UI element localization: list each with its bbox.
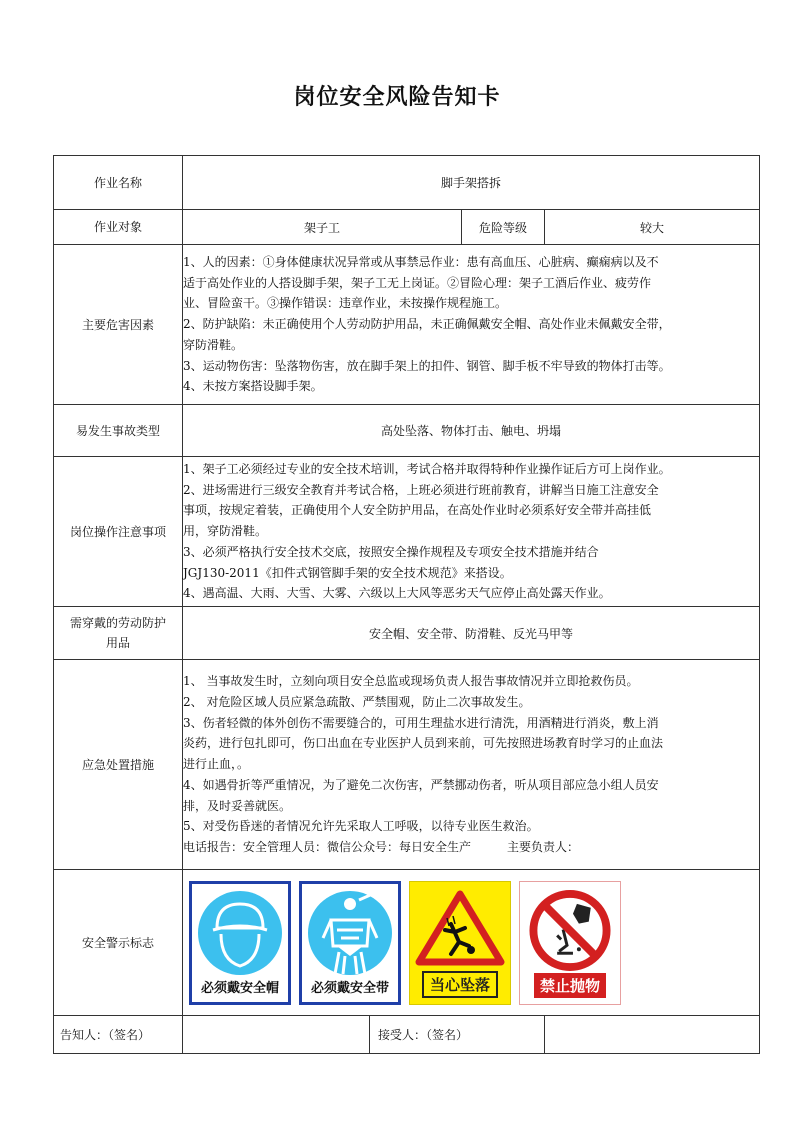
job-name-label: 作业名称: [54, 156, 183, 210]
precaution-line: 1、架子工必须经过专业的安全技术培训，考试合格并取得特种作业操作证后方可上岗作业。: [183, 461, 671, 476]
accident-types-value: 高处坠落、物体打击、触电、坍塌: [183, 405, 760, 457]
row-accident-types: [54, 405, 760, 457]
hazard-line: 业、冒险蛮干。③操作错误：违章作业，未按操作规程施工。: [183, 296, 508, 311]
emergency-line: 5、对受伤昏迷的者情况允许先采取人工呼吸，以待专业医生救治。: [183, 819, 539, 834]
page-title: 岗位安全风险告知卡: [293, 84, 501, 110]
risk-level-label: 危险等级: [462, 210, 545, 245]
row-ppe: [54, 607, 760, 660]
emergency-line: 2、 对危险区域人员应紧急疏散、严禁围观，防止二次事故发生。: [183, 694, 531, 709]
ppe-label-line2: 用品: [105, 636, 130, 650]
notifier-label: 告知人：（签名）: [54, 1016, 183, 1054]
precautions-text: [183, 457, 760, 607]
hazard-line: 穿防滑鞋。: [183, 337, 244, 352]
precaution-line: 3、必须严格执行安全技术交底，按照安全操作规程及专项安全技术措施并结合: [183, 544, 599, 559]
emergency-line: 4、如遇骨折等严重情况，为了避免二次伤害，严禁挪动伤者，听从项目部应急小组人员安: [183, 777, 659, 792]
safety-signs: [183, 873, 759, 1013]
sign-caption: 禁止抛物: [534, 973, 606, 998]
receiver-label: 接受人：（签名）: [370, 1016, 545, 1054]
sign-wear-harness: [299, 881, 401, 1005]
hard-hat-icon: [197, 890, 283, 976]
emergency-label: 应急处置措施: [54, 660, 183, 870]
precaution-line: 2、进场需进行三级安全教育并考试合格，上班必须进行班前教育，讲解当日施工注意安全: [183, 482, 659, 497]
row-hazards: [54, 245, 760, 405]
sign-caption: 当心坠落: [422, 971, 498, 998]
emergency-phone-line: 电话报告：安全管理人员：微信公众号：每日安全生产 主要负责人：: [183, 840, 580, 855]
precaution-line: 事项，按规定着装，正确使用个人安全防护用品，在高处作业时必须系好安全带并高挂低: [183, 503, 652, 518]
sign-caution-fall: [409, 881, 511, 1005]
row-emergency: [54, 660, 760, 870]
row-precautions: [54, 457, 760, 607]
risk-level-value: 较大: [545, 210, 760, 245]
job-target-value: 架子工: [183, 210, 462, 245]
notifier-signature-field[interactable]: [183, 1016, 370, 1054]
ppe-label-line1: 需穿戴的劳动防护: [69, 616, 166, 630]
accident-types-label: 易发生事故类型: [54, 405, 183, 457]
row-job-name: [54, 156, 760, 210]
ppe-value: 安全帽、安全带、防滑鞋、反光马甲等: [183, 607, 760, 660]
emergency-line: 1、 当事故发生时，立刻向项目安全总监或现场负责人报告事故情况并立即抢救伤员。: [183, 673, 639, 688]
emergency-line: 排，及时妥善就医。: [183, 798, 292, 813]
risk-notice-table: [53, 155, 760, 1054]
safety-harness-icon: [307, 890, 393, 976]
row-signs: [54, 870, 760, 1016]
emergency-text: [183, 660, 760, 870]
hazards-label: 主要危害因素: [54, 245, 183, 405]
emergency-line: 炎药，进行包扎即可，伤口出血在专业医护人员到来前，可先按照进场教育时学习的止血法: [183, 736, 664, 751]
emergency-line: 进行止血，。: [183, 757, 250, 772]
ppe-label: [54, 607, 183, 660]
falling-person-icon: [415, 888, 505, 968]
receiver-signature-field[interactable]: [545, 1016, 760, 1054]
precautions-label: 岗位操作注意事项: [54, 457, 183, 607]
hazard-line: 4、未按方案搭设脚手架。: [183, 379, 323, 394]
hazards-text: [183, 245, 760, 405]
row-signature: [54, 1016, 760, 1054]
sign-wear-helmet: [189, 881, 291, 1005]
precaution-line: JGJ130-2011《扣件式钢管脚手架的安全技术规范》来搭设。: [183, 565, 512, 580]
job-target-label: 作业对象: [54, 210, 183, 245]
hazard-line: 1、人的因素：①身体健康状况异常或从事禁忌作业：患有高血压、心脏病、癫痫病以及不: [183, 254, 659, 269]
emergency-line: 3、伤者轻微的体外创伤不需要缝合的，可用生理盐水进行清洗，用酒精进行消炎，敷上消: [183, 715, 659, 730]
sign-caption: 必须戴安全帽: [200, 980, 279, 996]
row-job-target: [54, 210, 760, 245]
signs-label: 安全警示标志: [54, 870, 183, 1016]
hazard-line: 3、运动物伤害：坠落物伤害，放在脚手架上的扣件、钢管、脚手板不牢导致的物体打击等。: [183, 358, 671, 373]
sign-no-throwing: [519, 881, 621, 1005]
hazard-line: 2、防护缺陷：未正确使用个人劳动防护用品，未正确佩戴安全帽、高处作业未佩戴安全带，: [183, 317, 671, 332]
sign-caption: 必须戴安全带: [310, 980, 389, 996]
hazard-line: 适于高处作业的人搭设脚手架，架子工无上岗证。②冒险心理：架子工酒后作业、疲劳作: [183, 275, 652, 290]
precaution-line: 用，穿防滑鞋。: [183, 524, 268, 539]
signs-cell: [183, 870, 760, 1016]
job-name-value: 脚手架搭拆: [183, 156, 760, 210]
precaution-line: 4、遇高温、大雨、大雪、大雾、六级以上大风等恶劣天气应停止高处露天作业。: [183, 586, 611, 601]
no-throwing-icon: [527, 888, 613, 973]
